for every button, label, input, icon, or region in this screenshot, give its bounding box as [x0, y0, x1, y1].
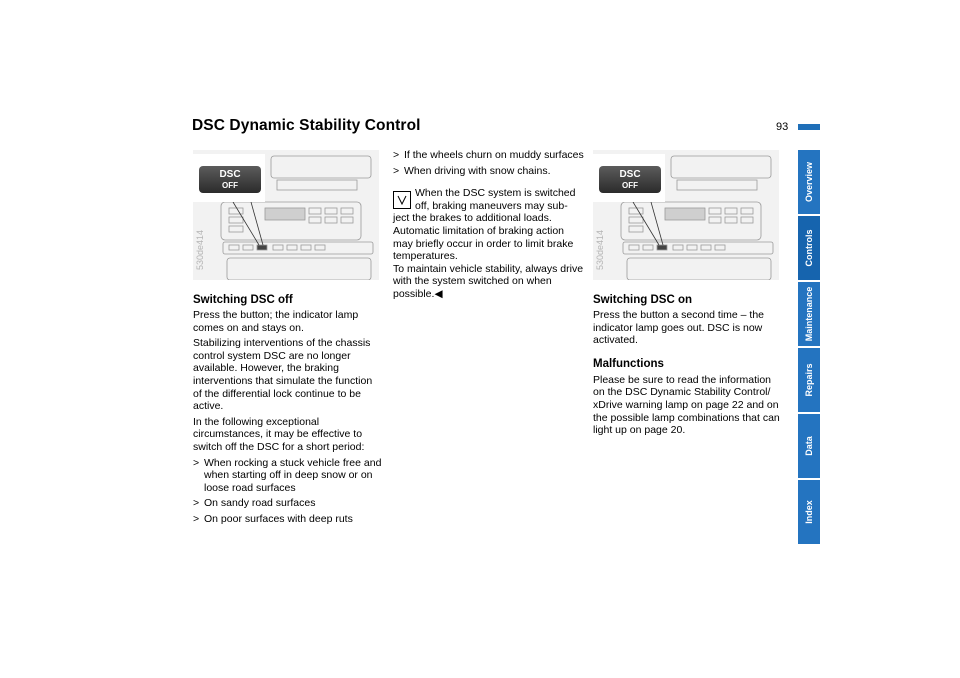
- button-text-off: OFF: [622, 181, 638, 190]
- button-text-dsc: DSC: [619, 169, 641, 180]
- list-item: > On poor surfaces with deep ruts: [193, 512, 353, 525]
- dsc-off-button-illustration: [599, 166, 661, 193]
- note-text-rest: ject the brakes to additional loads. Automatic limitation of braking action may briefly occur in order to limit brake temperatures.: [393, 212, 574, 263]
- tab-maintenance[interactable]: [798, 282, 820, 346]
- heading-switching-dsc-off: Switching DSC off: [193, 294, 293, 306]
- note-block: [393, 187, 585, 300]
- end-mark: ◀: [434, 287, 443, 300]
- image-code: 530de414: [195, 229, 205, 270]
- note-text-end: [393, 263, 585, 301]
- left-column: [193, 294, 383, 529]
- list-item: > If the wheels churn on muddy surfaces: [393, 149, 584, 161]
- page-title: DSC Dynamic Stability Control: [192, 117, 421, 134]
- right-column: [593, 294, 783, 440]
- paragraph: Stabilizing interventions of the chassis control system DSC are no longer available. However, the braking interventions that simulate the function of the differential lock continue to be active.: [193, 337, 373, 413]
- tab-label: Overview: [804, 161, 814, 203]
- list-item-text: If the wheels churn on muddy surfaces: [404, 149, 584, 161]
- callout-box: [593, 154, 665, 202]
- tab-label: Index: [804, 500, 814, 524]
- tab-label: Maintenance: [804, 286, 814, 342]
- note-text-first: When the DSC system is switched off, braking maneuvers may sub-: [415, 187, 576, 212]
- tab-label: Repairs: [804, 363, 814, 397]
- dsc-button-figure-right: [593, 150, 779, 280]
- tab-index[interactable]: [798, 480, 820, 544]
- list-item: > When rocking a stuck vehicle free and when starting off in deep snow or on loose road surfaces: [193, 456, 382, 494]
- heading-switching-dsc-on: Switching DSC on: [593, 294, 693, 306]
- paragraph: Press the button a second time – the indicator lamp goes out. DSC is now activated.: [593, 309, 765, 347]
- tab-label: Controls: [804, 229, 814, 267]
- tab-repairs[interactable]: [798, 348, 820, 412]
- list-item-text: On poor surfaces with deep ruts: [204, 512, 353, 525]
- heading-malfunctions: Malfunctions: [593, 357, 664, 370]
- image-code: 530de414: [595, 229, 605, 270]
- tab-label: Data: [804, 436, 814, 456]
- button-text-dsc: DSC: [219, 169, 241, 180]
- tab-data[interactable]: [798, 414, 820, 478]
- dsc-off-button-illustration: [199, 166, 261, 193]
- paragraph: Press the button; the indicator lamp comes on and stays on.: [193, 309, 359, 334]
- list-item-text: On sandy road surfaces: [204, 497, 316, 510]
- list-item-text: When driving with snow chains.: [404, 164, 551, 177]
- tab-overview[interactable]: [798, 150, 820, 214]
- callout-box: [193, 154, 265, 202]
- paragraph: In the following exceptional circumstances, it may be effective to switch off the DSC for a short period:: [193, 415, 365, 453]
- button-text-off: OFF: [222, 181, 238, 190]
- list-item: > On sandy road surfaces: [193, 497, 316, 510]
- note-end-text: To maintain vehicle stability, always drive with the system switched on when possible.: [393, 262, 584, 300]
- list-item: > When driving with snow chains.: [393, 164, 551, 177]
- section-tabs: [798, 150, 820, 546]
- dsc-button-figure-left: [193, 150, 379, 280]
- middle-column: [393, 149, 585, 301]
- tab-controls[interactable]: [798, 216, 820, 280]
- note-icon: [393, 191, 411, 209]
- page-number-bar: [798, 124, 820, 130]
- list-item-text: When rocking a stuck vehicle free and when starting off in deep snow or on loose road surfaces: [204, 456, 382, 494]
- paragraph: Please be sure to read the information on the DSC Dynamic Stability Control/ xDrive warning lamp on page 22 and on the possible lamp combinations that can light up on page 20.: [593, 373, 780, 437]
- page-number: 93: [776, 121, 789, 133]
